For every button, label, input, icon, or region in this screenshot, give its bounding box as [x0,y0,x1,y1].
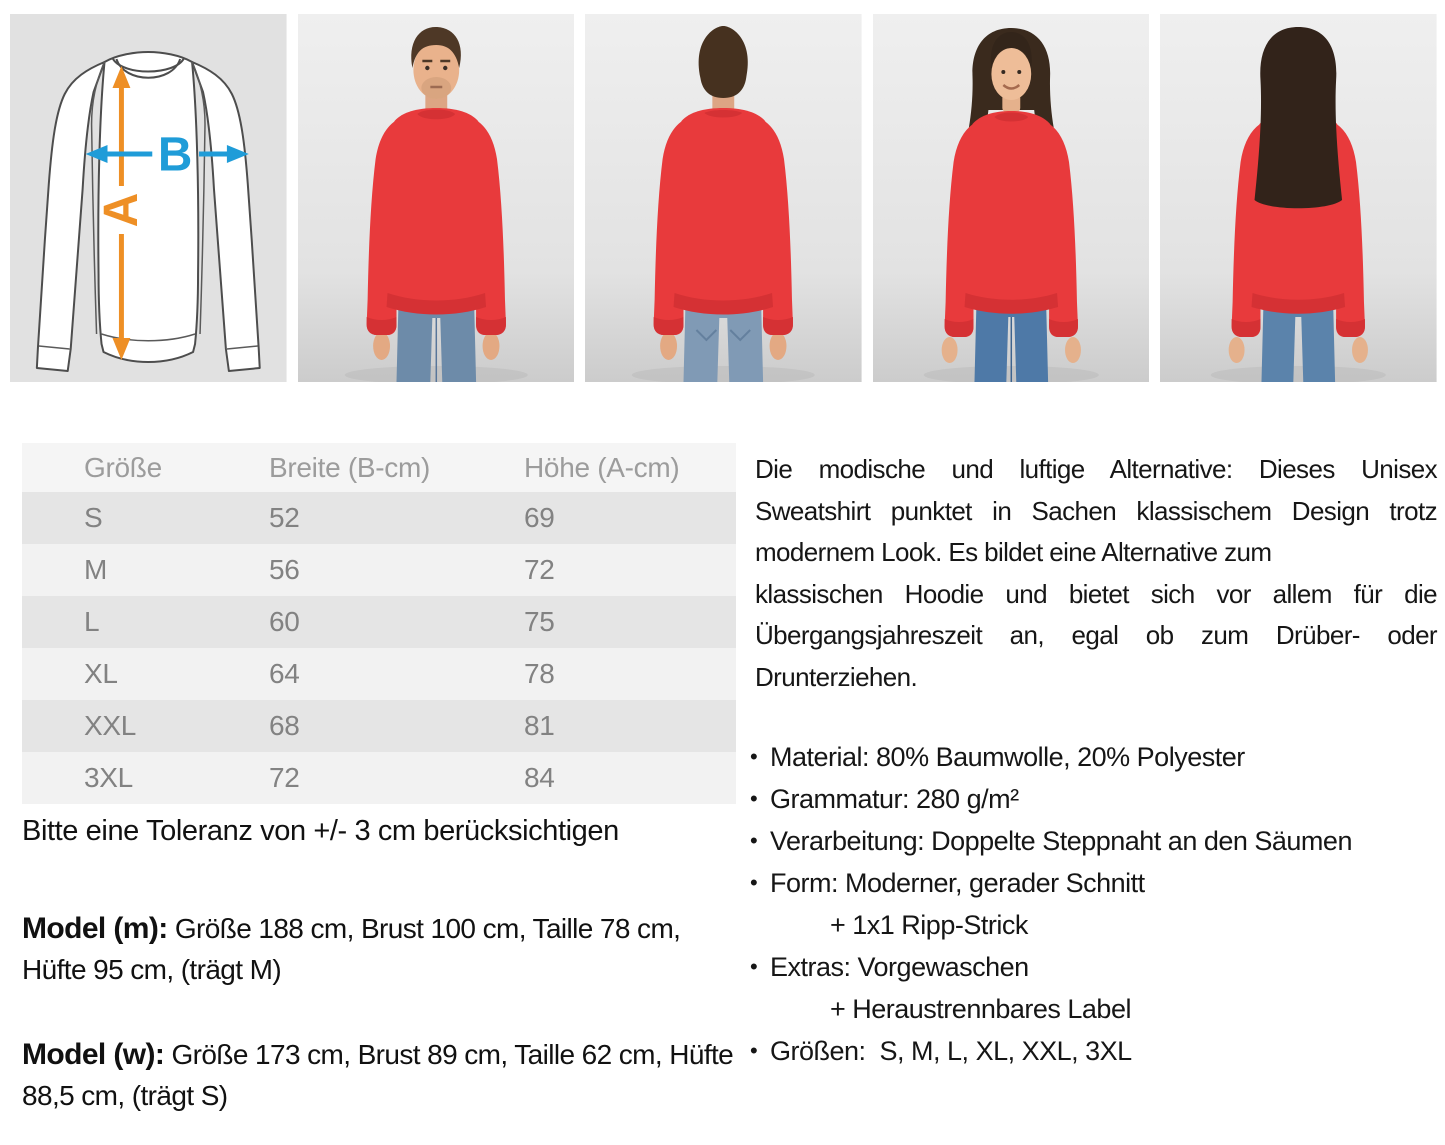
description-line: modernem Look. Es bildet eine Alternative zum [755,537,1272,567]
feature-item [750,820,1442,862]
female-front-illustration [873,14,1150,382]
feature-item [750,988,1442,1030]
male-back-illustration [585,14,862,382]
table-cell: XXL [84,710,137,741]
table-header-cell: Breite (B-cm) [269,452,430,483]
male-front-illustration [298,14,575,382]
height-label-a: A [95,192,148,228]
feature-text: + 1x1 Ripp-Strick [830,910,1028,940]
table-cell: 75 [524,606,555,637]
female-back-illustration [1160,14,1437,382]
table-row [22,648,736,700]
feature-item [750,778,1442,820]
feature-item [750,1030,1442,1072]
size-diagram [10,14,287,382]
photo-male-back [585,14,862,382]
bullet-icon: • [750,954,758,979]
table-cell: 81 [524,710,555,741]
table-row [22,700,736,752]
table-row [22,596,736,648]
table-cell: L [84,606,100,637]
table-cell: 64 [269,658,300,689]
description-line: Drunterziehen. [755,661,918,692]
feature-list [750,736,1442,1072]
feature-text: Form: Moderner, gerader Schnitt [770,868,1145,898]
feature-text: Verarbeitung: Doppelte Steppnaht an den Säumen [770,826,1352,856]
width-label-b: B [157,128,193,182]
table-cell: 60 [269,606,300,637]
table-cell: 72 [269,762,300,793]
feature-text: Größen: S, M, L, XL, XXL, 3XL [770,1036,1132,1066]
model-info-male [22,908,742,990]
feature-text: + Heraustrennbares Label [830,994,1131,1024]
product-description [755,449,1437,698]
table-cell: XL [84,658,118,689]
product-image-gallery [10,14,1437,382]
feature-text: Grammatur: 280 g/m² [770,784,1019,814]
table-row [22,544,736,596]
table-cell: 3XL [84,762,133,793]
description-line: Die modische und luftige Alternative: Dieses Unisex [755,454,1437,484]
table-cell: 56 [269,554,300,585]
table-cell: 84 [524,762,555,793]
feature-text: Extras: Vorgewaschen [770,952,1029,982]
model-info-female [22,1034,742,1116]
photo-male-front [298,14,575,382]
table-header-cell: Höhe (A-cm) [524,452,680,483]
feature-item [750,862,1442,904]
tolerance-note: Bitte eine Toleranz von +/- 3 cm berücksichtigen [22,815,619,847]
bullet-icon: • [750,870,758,895]
description-line: Sweatshirt punktet in Sachen klassischem Design trotz [755,495,1437,526]
bullet-icon: • [750,786,758,811]
feature-item [750,946,1442,988]
feature-item [750,736,1442,778]
photo-female-front [873,14,1150,382]
table-row [22,492,736,544]
model-female-label: Model (w): [22,1038,165,1071]
size-diagram-illustration [10,14,287,382]
table-cell: S [84,502,103,533]
size-table-header-row [22,443,736,492]
feature-text: Material: 80% Baumwolle, 20% Polyester [770,742,1245,772]
description-line: klassischen Hoodie und bietet sich vor allem für die [755,578,1437,609]
size-table-body [22,492,736,804]
table-cell: 69 [524,502,555,533]
table-header-cell: Größe [84,452,162,483]
table-cell: M [84,554,108,585]
bullet-icon: • [750,828,758,853]
bullet-icon: • [750,1038,758,1063]
table-cell: 72 [524,554,555,585]
model-male-details: Größe 188 cm, Brust 100 cm, Taille 78 cm, Hüfte 95 cm, (trägt M) [22,913,681,985]
model-male-label: Model (m): [22,912,168,945]
model-female-details: Größe 173 cm, Brust 89 cm, Taille 62 cm, Hüfte 88,5 cm, (trägt S) [22,1039,734,1111]
size-table [22,443,736,804]
feature-item [750,904,1442,946]
table-cell: 52 [269,502,300,533]
table-cell: 78 [524,658,555,689]
table-row [22,752,736,804]
description-line: Übergangsjahreszeit an, egal ob zum Drüber- oder [755,620,1437,650]
table-cell: 68 [269,710,300,741]
bullet-icon: • [750,744,758,769]
photo-female-back [1160,14,1437,382]
